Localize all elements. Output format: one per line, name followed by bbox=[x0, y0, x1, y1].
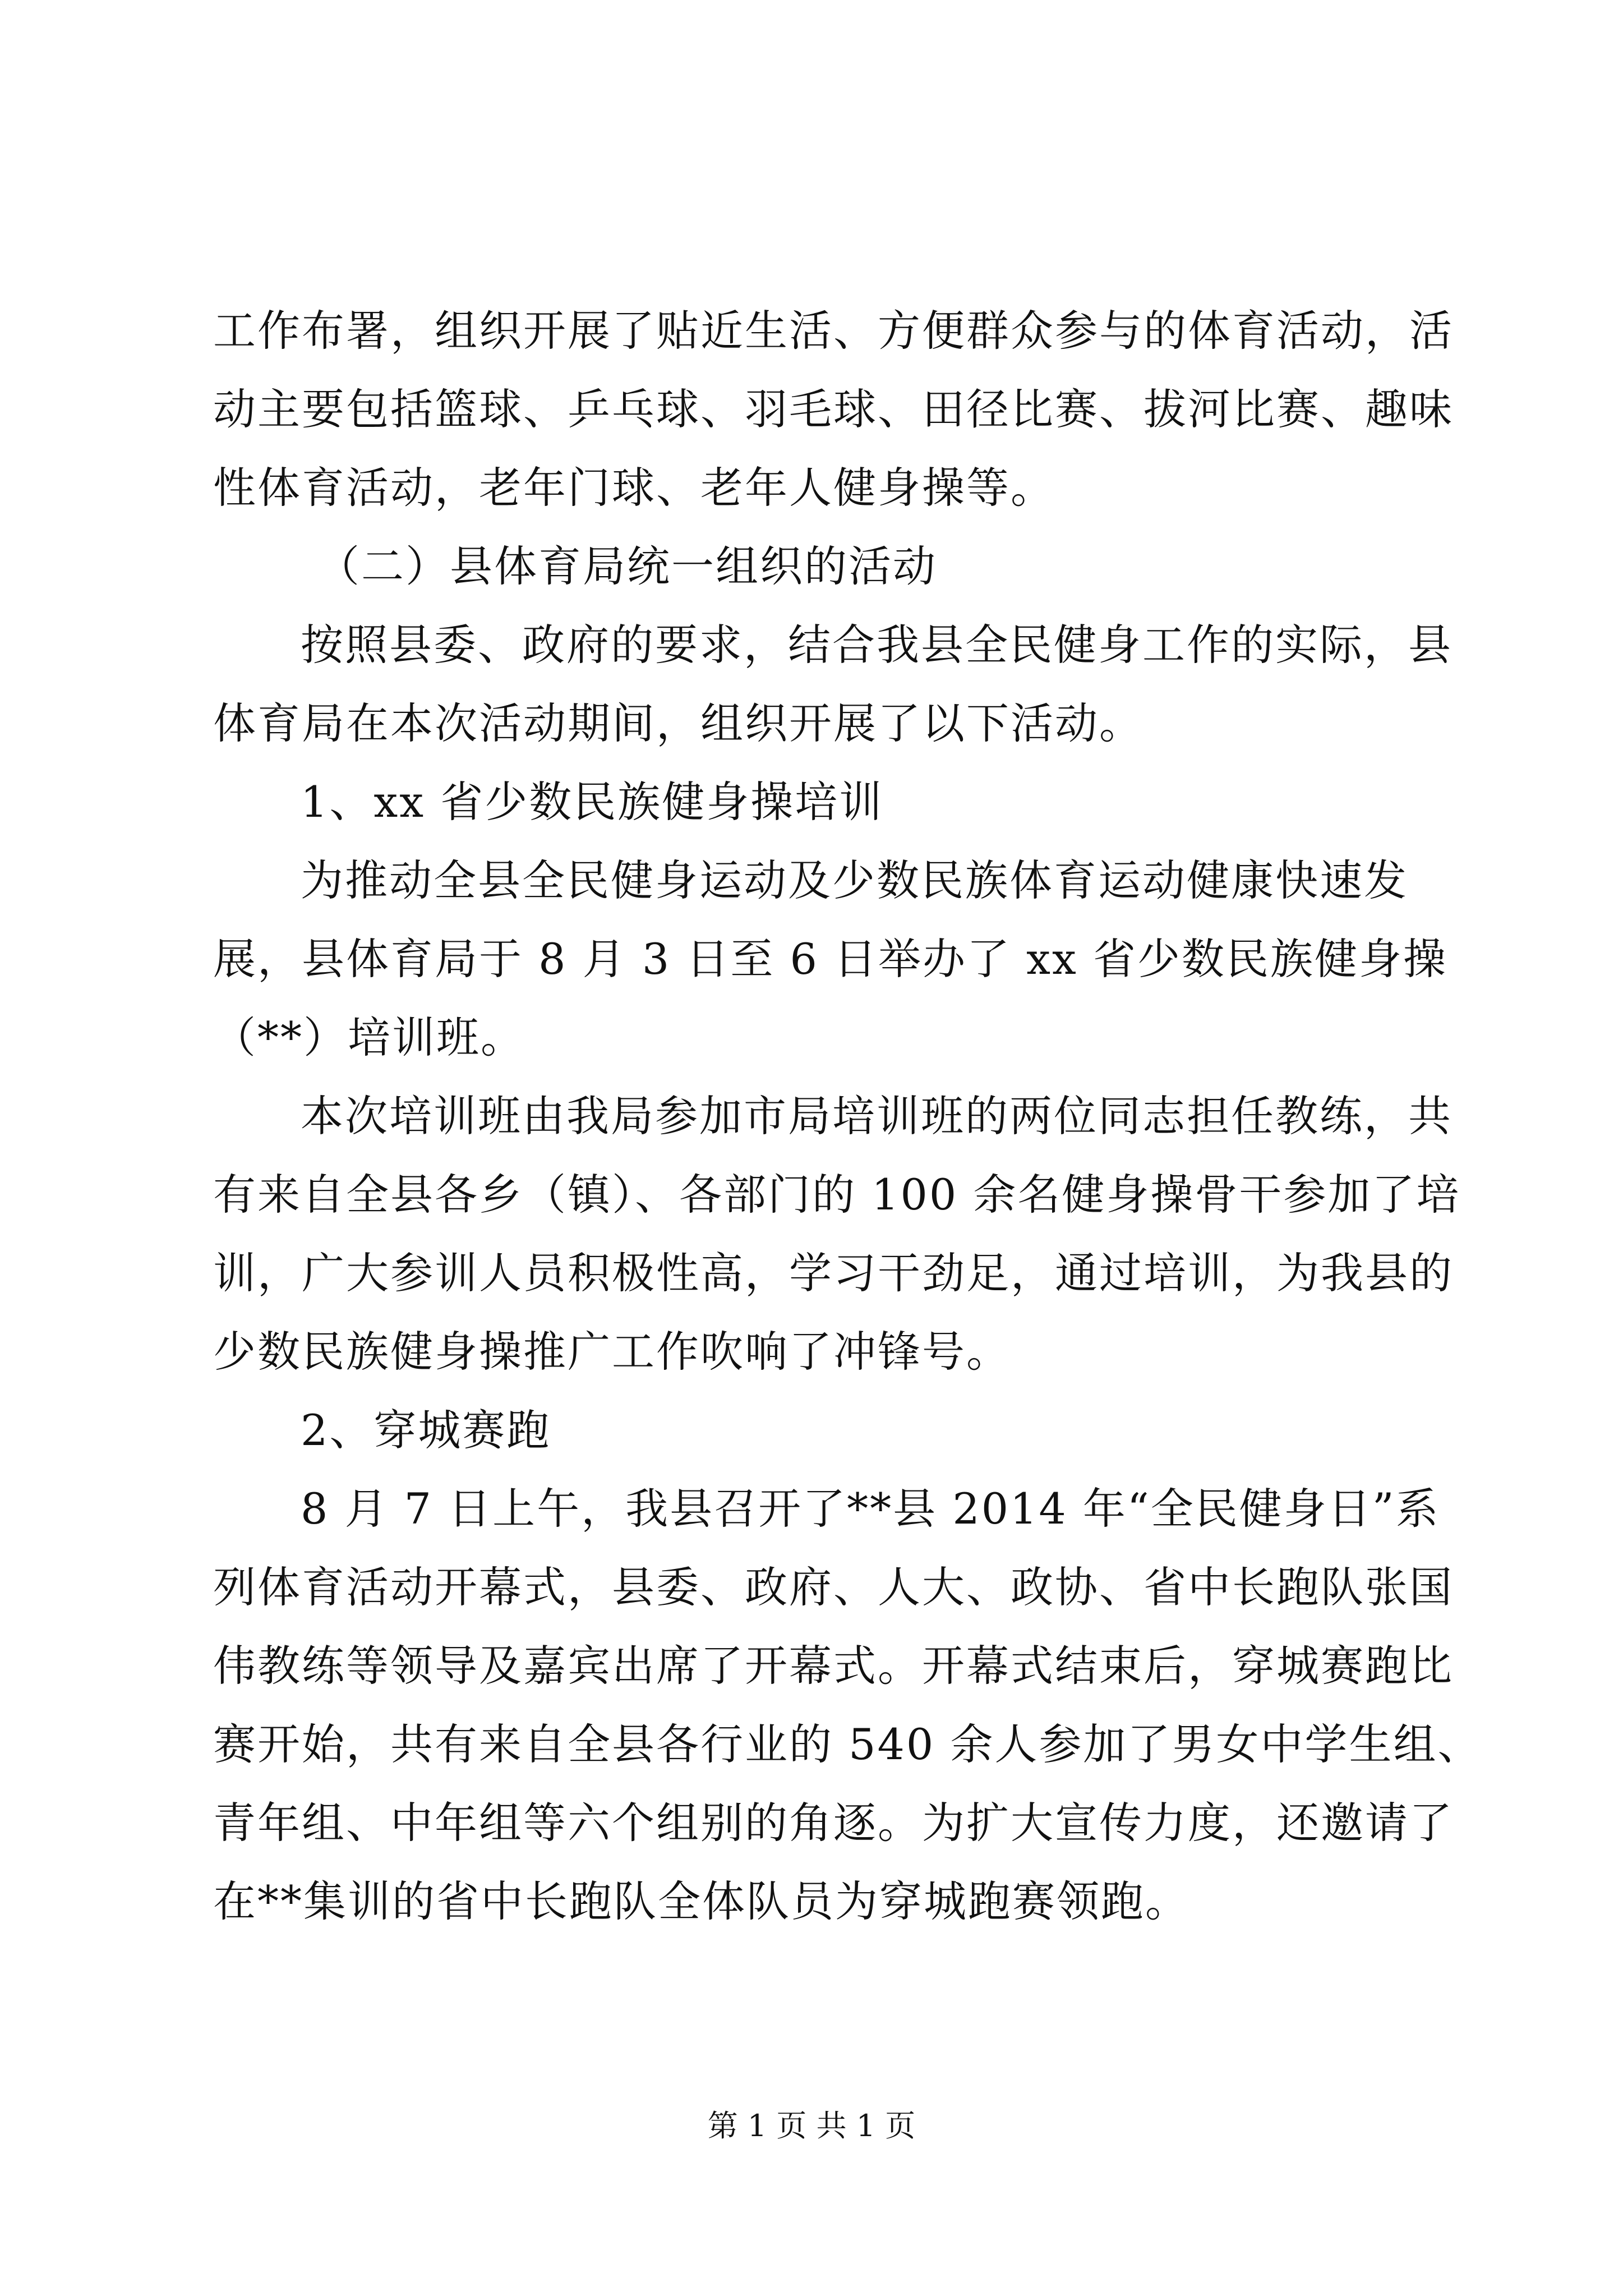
paragraph-line: 为推动全县全民健身运动及少数民族体育运动健康快速发 bbox=[301, 855, 1408, 905]
paragraph-line: 伟教练等领导及嘉宾出席了开幕式。开幕式结束后，穿城赛跑比 bbox=[213, 1641, 1454, 1691]
paragraph-line: 动主要包括篮球、乒乓球、羽毛球、田径比赛、拔河比赛、趣味 bbox=[213, 384, 1454, 434]
body-text bbox=[213, 292, 1482, 1941]
subsection-heading: 2、穿城赛跑 bbox=[301, 1405, 551, 1455]
paragraph-line: 青年组、中年组等六个组别的角逐。为扩大宣传力度，还邀请了 bbox=[213, 1798, 1454, 1848]
paragraph-line: 有来自全县各乡（镇）、各部门的 100 余名健身操骨干参加了培 bbox=[213, 1170, 1461, 1220]
paragraph-line: （**）培训班。 bbox=[213, 1013, 525, 1062]
paragraph-line: 在**集训的省中长跑队全体队员为穿城跑赛领跑。 bbox=[213, 1876, 1189, 1926]
paragraph-line: 列体育活动开幕式，县委、政府、人大、政协、省中长跑队张国 bbox=[213, 1562, 1454, 1612]
paragraph-line: 按照县委、政府的要求，结合我县全民健身工作的实际，县 bbox=[301, 620, 1453, 670]
page-footer: 第 1 页 共 1 页 bbox=[707, 2108, 916, 2143]
paragraph-line: 工作布署，组织开展了贴近生活、方便群众参与的体育活动，活 bbox=[213, 306, 1454, 356]
paragraph-line: 8 月 7 日上午，我县召开了**县 2014 年“全民健身日”系 bbox=[301, 1484, 1440, 1534]
paragraph-line: 本次培训班由我局参加市局培训班的两位同志担任教练，共 bbox=[301, 1091, 1453, 1141]
paragraph-line: 赛开始，共有来自全县各行业的 540 余人参加了男女中学生组、 bbox=[213, 1719, 1482, 1769]
paragraph-line: 性体育活动，老年门球、老年人健身操等。 bbox=[213, 463, 1055, 513]
paragraph-line: 体育局在本次活动期间，组织开展了以下活动。 bbox=[213, 698, 1144, 748]
paragraph-line: 训，广大参训人员积极性高，学习干劲足，通过培训，为我县的 bbox=[213, 1248, 1454, 1298]
subsection-heading: 1、xx 省少数民族健身操培训 bbox=[301, 777, 884, 827]
paragraph-line: 展，县体育局于 8 月 3 日至 6 日举办了 xx 省少数民族健身操 bbox=[213, 934, 1448, 984]
section-heading: （二）县体育局统一组织的活动 bbox=[317, 541, 937, 591]
paragraph-line: 少数民族健身操推广工作吹响了冲锋号。 bbox=[213, 1327, 1011, 1377]
